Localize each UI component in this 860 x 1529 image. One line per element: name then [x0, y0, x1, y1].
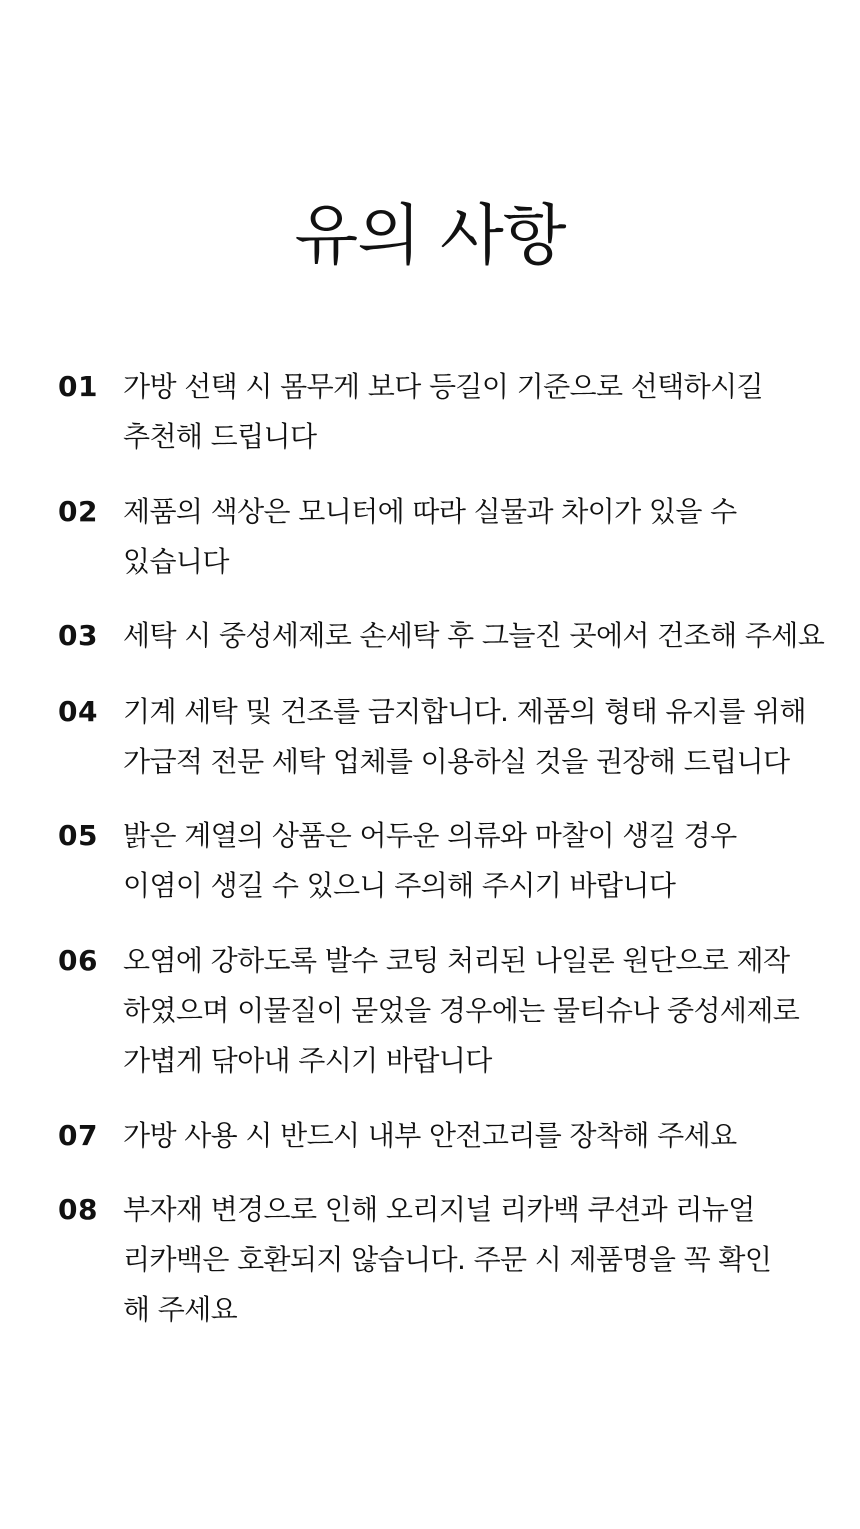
notice-line: 가볍게 닦아내 주시기 바랍니다: [123, 1044, 492, 1077]
notice-line: 밝은 계열의 상품은 어두운 의류와 마찰이 생길 경우: [123, 819, 737, 852]
notice-text: [123, 611, 825, 661]
notice-number: 01: [58, 370, 98, 403]
notice-line: 해 주세요: [123, 1293, 238, 1326]
notice-text: [123, 687, 807, 787]
notice-number: 07: [58, 1119, 98, 1152]
notice-text: [123, 811, 798, 911]
notice-text: [123, 936, 798, 1086]
notice-text: [123, 487, 798, 587]
notice-text: [123, 362, 798, 462]
notice-text: [123, 1185, 798, 1335]
notice-number: 05: [58, 819, 98, 852]
notice-number: 08: [58, 1193, 98, 1226]
page-title: 유의 사항: [294, 197, 566, 274]
notice-line: 추천해 드립니다: [123, 420, 317, 453]
notice-line: 기계 세탁 및 건조를 금지합니다. 제품의 형태 유지를 위해: [123, 695, 807, 728]
notice-line: 있습니다: [123, 545, 229, 578]
notice-line: 제품의 색상은 모니터에 따라 실물과 차이가 있을 수: [123, 495, 737, 528]
notice-line: 오염에 강하도록 발수 코팅 처리된 나일론 원단으로 제작: [123, 944, 790, 977]
notice-number: 04: [58, 695, 98, 728]
notice-line: 가방 사용 시 반드시 내부 안전고리를 장착해 주세요: [123, 1119, 737, 1152]
notice-number: 03: [58, 619, 98, 652]
notice-line: 가방 선택 시 몸무게 보다 등길이 기준으로 선택하시길: [123, 370, 763, 403]
notice-line: 하였으며 이물질이 묻었을 경우에는 물티슈나 중성세제로: [123, 994, 800, 1027]
notice-line: 세탁 시 중성세제로 손세탁 후 그늘진 곳에서 건조해 주세요: [123, 619, 825, 652]
notice-line: 리카백은 호환되지 않습니다. 주문 시 제품명을 꼭 확인: [123, 1243, 772, 1276]
notice-number: 06: [58, 944, 98, 977]
notice-line: 가급적 전문 세탁 업체를 이용하실 것을 권장해 드립니다: [123, 745, 790, 778]
notice-text: [123, 1111, 798, 1161]
notice-number: 02: [58, 495, 98, 528]
notice-line: 이염이 생길 수 있으니 주의해 주시기 바랍니다: [123, 869, 676, 902]
notice-line: 부자재 변경으로 인해 오리지널 리카백 쿠션과 리뉴얼: [123, 1193, 755, 1226]
